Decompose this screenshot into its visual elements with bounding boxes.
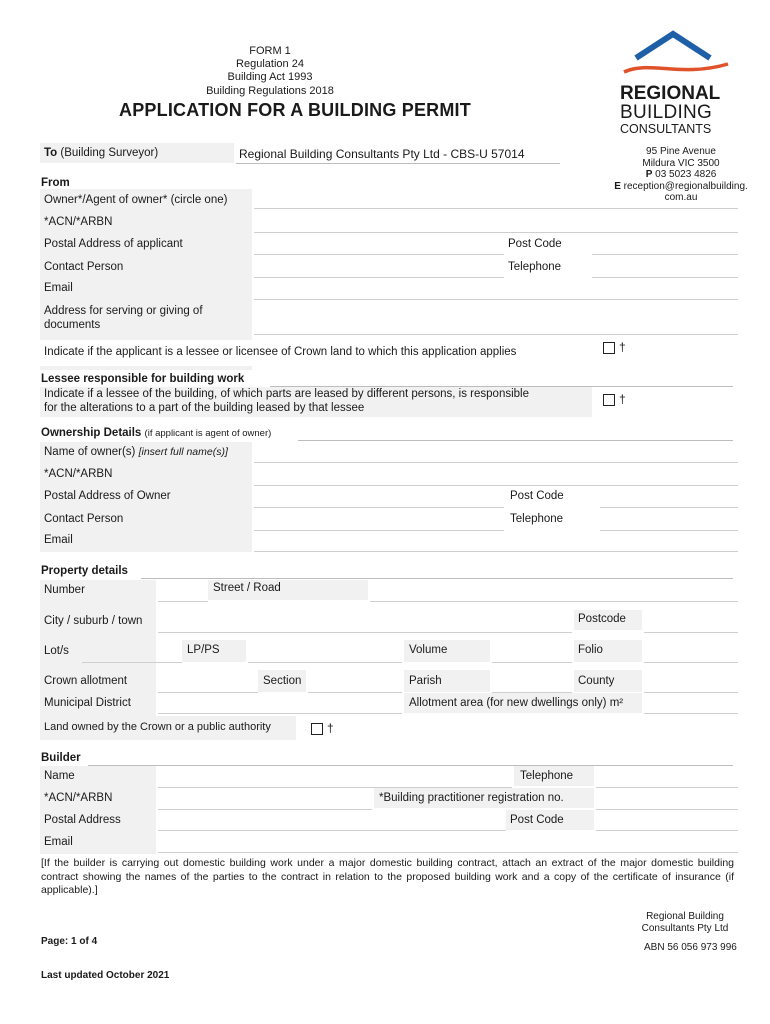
last-updated: Last updated October 2021 <box>41 970 170 981</box>
builder-telephone-label: Telephone <box>520 770 574 782</box>
to-label: To (Building Surveyor) <box>44 147 159 159</box>
street-field[interactable] <box>370 601 738 602</box>
company-phone: P 03 5023 4826 <box>645 169 717 180</box>
owner-postcode-label: Post Code <box>510 490 564 502</box>
owner-telephone-label: Telephone <box>510 513 564 525</box>
company-email: E reception@regionalbuilding. <box>614 180 748 192</box>
footer-company: Regional Building Consultants Pty Ltd <box>641 911 729 934</box>
builder-acn-label: *ACN/*ARBN <box>44 792 113 804</box>
lpps-field[interactable] <box>248 662 402 663</box>
owner-contact-label: Contact Person <box>44 513 124 525</box>
lessee-text-1: Indicate if a lessee of the building, of which parts are leased by different persons, is responsible <box>44 388 529 400</box>
volume-label: Volume <box>409 644 448 656</box>
owner-telephone-field[interactable] <box>600 530 738 531</box>
folio-field[interactable] <box>644 662 738 663</box>
builder-registration-label: *Building practitioner registration no. <box>379 792 564 804</box>
owner-contact-field[interactable] <box>254 530 504 531</box>
applicant-email-field[interactable] <box>254 299 738 300</box>
logo-text-consultants: CONSULTANTS <box>620 122 712 136</box>
number-label: Number <box>44 584 85 596</box>
volume-field[interactable] <box>492 662 572 663</box>
municipal-label: Municipal District <box>44 697 131 709</box>
street-label: Street / Road <box>213 582 281 594</box>
owner-postcode-field[interactable] <box>600 507 738 508</box>
builder-note: [If the builder is carrying out domestic building work under a major domestic building contract, attach an extract of the major domestic building contract showing the names of the parties to the contract in relation to the proposed building work and a copy of the certificate of insurance (if applicable).] <box>41 857 734 896</box>
builder-registration-field[interactable] <box>596 809 738 810</box>
from-heading: From <box>41 177 70 189</box>
parish-label: Parish <box>409 675 442 687</box>
section-label: Section <box>263 675 302 687</box>
company-email-2: com.au <box>664 192 698 203</box>
ownership-heading: Ownership Details (if applicant is agent of owner) <box>41 427 272 439</box>
serving-address-label-2: documents <box>44 319 101 331</box>
company-logo <box>620 30 730 135</box>
page-title: APPLICATION FOR A BUILDING PERMIT <box>119 100 471 120</box>
applicant-telephone-field[interactable] <box>592 277 738 278</box>
lot-field[interactable] <box>82 662 182 663</box>
builder-telephone-field[interactable] <box>596 787 738 788</box>
owner-acn-label: *ACN/*ARBN <box>44 468 113 480</box>
lessee-dagger: † <box>619 392 626 406</box>
applicant-acn-field[interactable] <box>254 232 738 233</box>
number-field[interactable] <box>158 601 208 602</box>
owner-email-label: Email <box>44 534 73 546</box>
crown-allotment-label: Crown allotment <box>44 675 128 687</box>
applicant-postcode-label: Post Code <box>508 238 562 250</box>
applicant-postcode-field[interactable] <box>592 254 738 255</box>
builder-email-label: Email <box>44 836 73 848</box>
owner-postal-field[interactable] <box>254 507 504 508</box>
crown-land-checkbox[interactable] <box>603 342 615 354</box>
company-address <box>596 146 766 204</box>
lessee-heading: Lessee responsible for building work <box>41 373 245 385</box>
owner-name-label: Name of owner(s) [insert full name(s)] <box>44 446 228 458</box>
address-line-2: Mildura VIC 3500 <box>642 157 720 169</box>
applicant-acn-label: *ACN/*ARBN <box>44 216 113 228</box>
owner-agent-field[interactable] <box>254 208 738 209</box>
builder-postcode-field[interactable] <box>596 830 738 831</box>
roof-logo-icon <box>620 30 730 80</box>
city-label: City / suburb / town <box>44 615 143 627</box>
owner-acn-field[interactable] <box>254 485 738 486</box>
regulation: Regulation 24 <box>236 58 304 70</box>
applicant-email-label: Email <box>44 282 73 294</box>
owner-postal-label: Postal Address of Owner <box>44 490 171 502</box>
crown-land-dagger: † <box>619 340 626 354</box>
address-line-1: 95 Pine Avenue <box>646 146 716 157</box>
footer-abn: ABN 56 056 973 996 <box>644 942 737 953</box>
builder-postal-label: Postal Address <box>44 814 121 826</box>
building-regs: Building Regulations 2018 <box>206 85 334 97</box>
applicant-postal-label: Postal Address of applicant <box>44 238 183 250</box>
folio-label: Folio <box>578 644 603 656</box>
owner-name-field[interactable] <box>254 462 738 463</box>
builder-postal-field[interactable] <box>158 830 506 831</box>
crown-owned-label: Land owned by the Crown or a public authority <box>44 721 271 733</box>
builder-acn-field[interactable] <box>158 809 372 810</box>
builder-email-field[interactable] <box>158 852 738 853</box>
logo-text-regional: REGIONAL <box>620 83 721 104</box>
form-number: FORM 1 <box>249 45 291 57</box>
lessee-text-2: for the alterations to a part of the building leased by that lessee <box>44 402 365 414</box>
builder-postcode-label: Post Code <box>510 814 564 826</box>
city-field[interactable] <box>158 632 572 633</box>
county-field[interactable] <box>644 692 738 693</box>
lot-label: Lot/s <box>44 645 69 657</box>
serving-address-field[interactable] <box>254 334 738 335</box>
logo-text-building: BUILDING <box>620 102 713 123</box>
crown-allotment-field[interactable] <box>158 692 258 693</box>
applicant-telephone-label: Telephone <box>508 261 562 273</box>
building-surveyor-value: Regional Building Consultants Pty Ltd - CBS-U 57014 <box>239 147 525 161</box>
municipal-field[interactable] <box>158 713 402 714</box>
applicant-postal-field[interactable] <box>254 254 504 255</box>
county-label: County <box>578 675 615 687</box>
owner-email-field[interactable] <box>254 551 738 552</box>
lessee-checkbox[interactable] <box>603 394 615 406</box>
lpps-label: LP/PS <box>187 644 220 656</box>
property-heading: Property details <box>41 565 128 577</box>
builder-name-label: Name <box>44 770 75 782</box>
crown-owned-checkbox[interactable] <box>311 723 323 735</box>
crown-land-label: Indicate if the applicant is a lessee or licensee of Crown land to which this application applies <box>44 346 517 358</box>
owner-agent-label: Owner*/Agent of owner* (circle one) <box>44 194 228 206</box>
page-number: Page: 1 of 4 <box>41 936 98 947</box>
builder-heading: Builder <box>41 752 81 764</box>
crown-owned-dagger: † <box>327 721 334 735</box>
allotment-area-label: Allotment area (for new dwellings only) m² <box>409 697 624 709</box>
postcode-label: Postcode <box>578 613 626 625</box>
applicant-contact-label: Contact Person <box>44 261 124 273</box>
section-field[interactable] <box>308 692 402 693</box>
building-act: Building Act 1993 <box>227 71 313 83</box>
serving-address-label: Address for serving or giving of <box>44 305 203 317</box>
postcode-field[interactable] <box>644 632 738 633</box>
allotment-area-field[interactable] <box>644 713 738 714</box>
applicant-contact-field[interactable] <box>254 277 504 278</box>
